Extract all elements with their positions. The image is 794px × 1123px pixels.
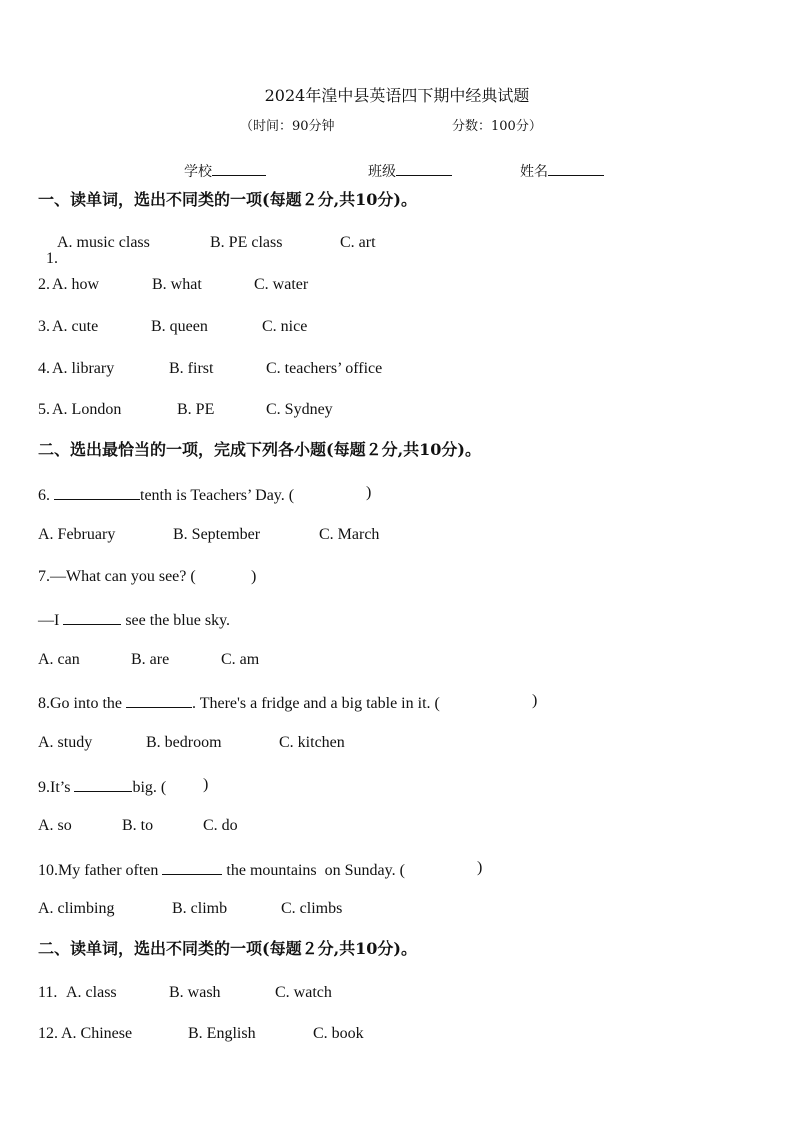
- q2-option-c[interactable]: C. water: [254, 276, 309, 293]
- q7-option-b[interactable]: B. are: [131, 651, 170, 668]
- q6-option-b[interactable]: B. September: [173, 526, 261, 543]
- q6-answer-close: ): [366, 484, 372, 501]
- q10-pre: 10.My father often: [38, 862, 163, 879]
- q11-option-c[interactable]: C. watch: [275, 984, 332, 1001]
- exam-score: 分数：100分）: [452, 119, 542, 134]
- question-9: [38, 777, 166, 796]
- name-field[interactable]: [520, 161, 604, 179]
- question-number: 1.: [46, 250, 62, 267]
- q6-blank[interactable]: [54, 485, 140, 500]
- q8-blank[interactable]: [126, 693, 192, 708]
- q5-option-a[interactable]: A. London: [52, 401, 122, 418]
- q10-option-a[interactable]: A. climbing: [38, 900, 115, 917]
- class-label: 班级: [368, 164, 396, 180]
- q9-answer-close: ): [203, 776, 209, 793]
- q1-option-b[interactable]: B. PE class: [210, 234, 283, 251]
- question-3-number: 3.: [38, 318, 50, 335]
- exam-time: （时间：90分钟: [240, 119, 335, 134]
- question-10: [38, 860, 405, 879]
- q4-option-a[interactable]: A. library: [52, 360, 115, 377]
- q2-option-b[interactable]: B. what: [152, 276, 202, 293]
- q12-option-c[interactable]: C. book: [313, 1025, 364, 1042]
- q7-option-a[interactable]: A. can: [38, 651, 80, 668]
- name-label: 姓名: [520, 164, 548, 180]
- question-12-number: 12.: [38, 1025, 58, 1042]
- question-7-line1: 7.—What can you see? (: [38, 568, 196, 585]
- school-blank[interactable]: [212, 161, 266, 176]
- q9-option-b[interactable]: B. to: [122, 817, 154, 834]
- question-6: [38, 485, 294, 504]
- q3-option-b[interactable]: B. queen: [151, 318, 208, 335]
- q12-option-a[interactable]: A. Chinese: [61, 1025, 133, 1042]
- q9-post: big. (: [132, 779, 167, 796]
- q9-option-a[interactable]: A. so: [38, 817, 72, 834]
- q11-option-a[interactable]: A. class: [66, 984, 117, 1001]
- question-5-number: 5.: [38, 401, 50, 418]
- q4-option-c[interactable]: C. teachers’ office: [266, 360, 383, 377]
- q7-answer-close: ): [251, 568, 257, 585]
- question-2-number: 2.: [38, 276, 50, 293]
- q10-option-c[interactable]: C. climbs: [281, 900, 343, 917]
- section-1-heading: 一、读单词，选出不同类的一项(每题２分,共10分)。: [38, 190, 417, 209]
- q8-option-c[interactable]: C. kitchen: [279, 734, 345, 751]
- q1-option-c[interactable]: C. art: [340, 234, 376, 251]
- q8-pre: 8.Go into the: [38, 695, 126, 712]
- q4-option-b[interactable]: B. first: [169, 360, 214, 377]
- q7-post: see the blue sky.: [121, 612, 231, 629]
- question-4-number: 4.: [38, 360, 50, 377]
- q8-option-b[interactable]: B. bedroom: [146, 734, 222, 751]
- q2-option-a[interactable]: A. how: [52, 276, 100, 293]
- class-blank[interactable]: [396, 161, 452, 176]
- q10-post: the mountains on Sunday. (: [222, 862, 405, 879]
- question-number: 6.: [38, 487, 54, 504]
- q7-blank[interactable]: [63, 610, 121, 625]
- question-8: [38, 693, 440, 712]
- section-2-heading: 二、选出最恰当的一项，完成下列各小题(每题２分,共10分)。: [38, 440, 481, 459]
- q9-pre: 9.It’s: [38, 779, 75, 796]
- q12-option-b[interactable]: B. English: [188, 1025, 256, 1042]
- q9-blank[interactable]: [74, 777, 132, 792]
- q8-post: . There's a fridge and a big table in it. (: [192, 695, 440, 712]
- school-label: 学校: [184, 164, 212, 180]
- q1-option-a[interactable]: A. music class: [57, 234, 150, 251]
- q6-option-c[interactable]: C. March: [319, 526, 380, 543]
- question-11-number: 11.: [38, 984, 62, 1001]
- q7-option-c[interactable]: C. am: [221, 651, 260, 668]
- name-blank[interactable]: [548, 161, 604, 176]
- q5-option-c[interactable]: C. Sydney: [266, 401, 333, 418]
- q10-answer-close: ): [477, 859, 483, 876]
- question-7-line2: [38, 610, 230, 629]
- q3-option-c[interactable]: C. nice: [262, 318, 308, 335]
- q11-option-b[interactable]: B. wash: [169, 984, 221, 1001]
- page-title: 2024年湟中县英语四下期中经典试题: [264, 86, 530, 105]
- q8-answer-close: ): [532, 692, 538, 709]
- q6-option-a[interactable]: A. February: [38, 526, 116, 543]
- q10-option-b[interactable]: B. climb: [172, 900, 228, 917]
- q10-blank[interactable]: [162, 860, 222, 875]
- q3-option-a[interactable]: A. cute: [52, 318, 99, 335]
- section-3-heading: 二、读单词，选出不同类的一项(每题２分,共10分)。: [38, 939, 417, 958]
- class-field[interactable]: [368, 161, 452, 179]
- q8-option-a[interactable]: A. study: [38, 734, 93, 751]
- q7-pre: —I: [38, 612, 64, 629]
- q9-option-c[interactable]: C. do: [203, 817, 238, 834]
- q6-text: tenth is Teachers’ Day. (: [140, 487, 295, 504]
- q5-option-b[interactable]: B. PE: [177, 401, 215, 418]
- school-field[interactable]: [184, 161, 266, 179]
